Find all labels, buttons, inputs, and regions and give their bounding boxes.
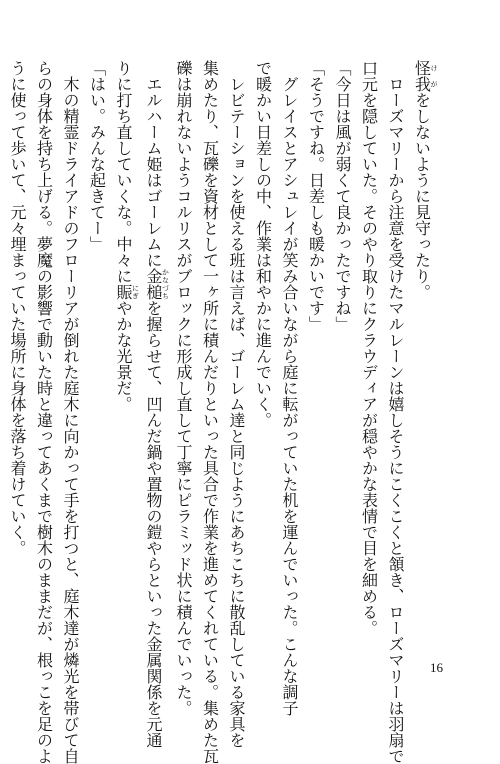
ruby-annotation: 金槌かなづち [144,268,170,300]
page-number: 16 [430,660,443,675]
text-line: 集めたり、瓦礫を資材として一ヶ所に積んだりといった具合で作業を進めてくれている。集めた瓦 [200,60,220,764]
text-line [0,60,4,635]
ruby-annotation: 賑にぎ [114,284,140,300]
text-line: らの身体を持ち上げる。夢魔の影響で動いた時と違ってあくまで樹木のままだが、根っこを足のよ [34,60,54,764]
text-line: 怪我けがをしないように見守ったり。 [412,60,438,300]
text-line: うに使って歩いて、元々埋まっていた場所に身体を落ち着けていく。 [8,60,27,556]
text-line: エルハーム姫はゴーレムに金槌かなづちを握らせて、凹んだ鍋や置物の鎧やらといった金属関係を元通 [144,60,170,748]
text-line: 木の精霊ドライアドのフローリアが倒れた庭木に向かって手を打つと、庭木達が燐光を帯びて自 [61,60,80,764]
text-line: レビテーションを使える班は言えば、ゴーレム達と同じようにあちこちに散乱している家具を [227,60,246,748]
text-line: 礫は崩れないようコルリスがブロックに形成し直して丁寧にピラミッド状に積んでいった。 [174,60,193,716]
text-line: ローズマリーから注意を受けたマルレーンは嬉しそうにこくこくと頷き、ローズマリーは羽扇で [386,60,405,764]
ruby-annotation: 怪我けが [412,60,438,92]
text-line: グレイスとアシュレイが笑み合いながら庭に転がっていた机を運んでいった。こんな調子 [280,60,299,716]
dialogue-line: 「そうですね。日差しも暖かいです」 [306,60,326,332]
text-line: で暖かい日差しの中、作業は和やかに進んでいく。 [253,60,273,428]
dialogue-line: 「今日は風が弱くて良かったですね」 [333,60,352,332]
text-line: 口元を隠していた。そのやり取りにクラウディアが穏やかな表情で目を細める。 [359,60,379,636]
dialogue-line: 「はい。みんな起きてー」 [87,60,107,252]
text-line: りに打ち直していくな。中々に賑にぎやかな光景だ。 [114,60,140,412]
